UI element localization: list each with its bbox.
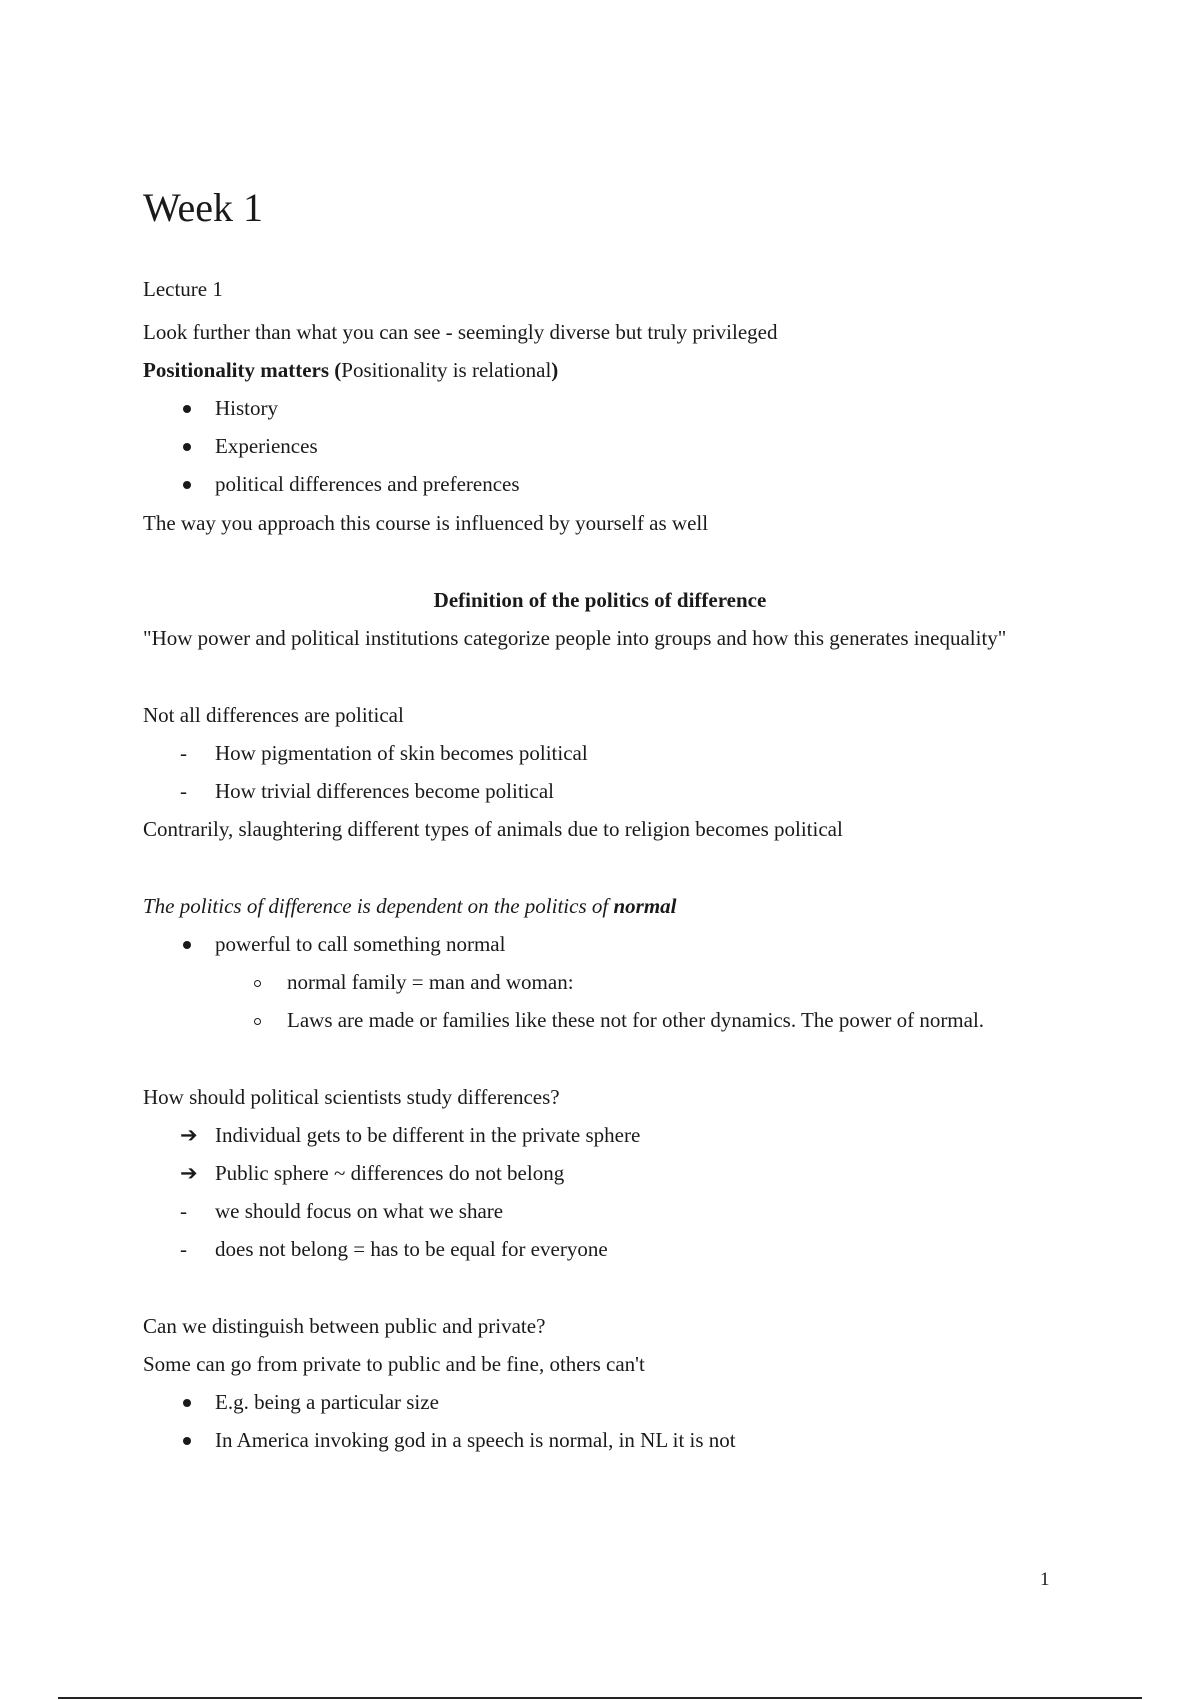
bullet-icon (183, 481, 191, 489)
public-private-text: Some can go from private to public and be fine, others can't (143, 1352, 645, 1376)
list-item: Public sphere ~ differences do not belong (215, 1161, 565, 1185)
intro-line: Look further than what you can see - seemingly diverse but truly privileged (143, 320, 778, 344)
bullet-icon (183, 443, 191, 451)
dash-marker: - (180, 1199, 187, 1223)
list-item: In America invoking god in a speech is normal, in NL it is not (215, 1428, 736, 1452)
list-item: How trivial differences become political (215, 779, 554, 803)
approach-line: The way you approach this course is influenced by yourself as well (143, 511, 709, 535)
arrow-icon: ➔ (180, 1161, 198, 1185)
normal-line (143, 892, 677, 920)
page-title: Week 1 (143, 185, 264, 230)
list-item: political differences and preferences (215, 472, 520, 496)
bullet-icon (183, 1437, 191, 1445)
paren-close: ) (551, 358, 559, 382)
bullet-icon (183, 405, 191, 413)
arrow-icon: ➔ (180, 1123, 198, 1147)
list-item: Individual gets to be different in the private sphere (215, 1123, 641, 1147)
page-divider (58, 1697, 1142, 1699)
list-item: does not belong = has to be equal for everyone (215, 1237, 608, 1261)
list-item: Experiences (215, 434, 318, 458)
positionality-line (143, 356, 558, 384)
dash-marker: - (180, 779, 187, 803)
sub-list-item: normal family = man and woman: (287, 970, 574, 994)
public-private-question: Can we distinguish between public and private? (143, 1314, 546, 1338)
positionality-rest: Positionality is relational (341, 358, 552, 382)
contrarily-line: Contrarily, slaughtering different types of animals due to religion becomes political (143, 817, 843, 841)
list-item: powerful to call something normal (215, 932, 506, 956)
list-item: E.g. being a particular size (215, 1390, 439, 1414)
normal-bold: normal (613, 894, 677, 918)
list-item: we should focus on what we share (215, 1199, 504, 1223)
bullet-icon (183, 1399, 191, 1407)
normal-italic: The politics of difference is dependent on the politics of (143, 894, 614, 918)
definition-heading: Definition of the politics of difference (433, 588, 767, 612)
paren-open: ( (329, 358, 342, 382)
sub-list-item: Laws are made or families like these not for other dynamics. The power of normal. (287, 1008, 985, 1032)
definition-quote: "How power and political institutions categorize people into groups and how this generates inequality" (143, 626, 1007, 650)
lecture-heading: Lecture 1 (143, 277, 223, 301)
study-question: How should political scientists study differences? (143, 1085, 560, 1109)
sub-bullet-icon (254, 980, 261, 987)
list-item: History (215, 396, 278, 420)
bullet-icon (183, 941, 191, 949)
sub-bullet-icon (254, 1018, 261, 1025)
dash-marker: - (180, 1237, 187, 1261)
list-item: How pigmentation of skin becomes political (215, 741, 588, 765)
dash-marker: - (180, 741, 187, 765)
page-number: 1 (1040, 1569, 1050, 1590)
positionality-bold: Positionality matters (143, 358, 330, 382)
not-all-line: Not all differences are political (143, 703, 404, 727)
